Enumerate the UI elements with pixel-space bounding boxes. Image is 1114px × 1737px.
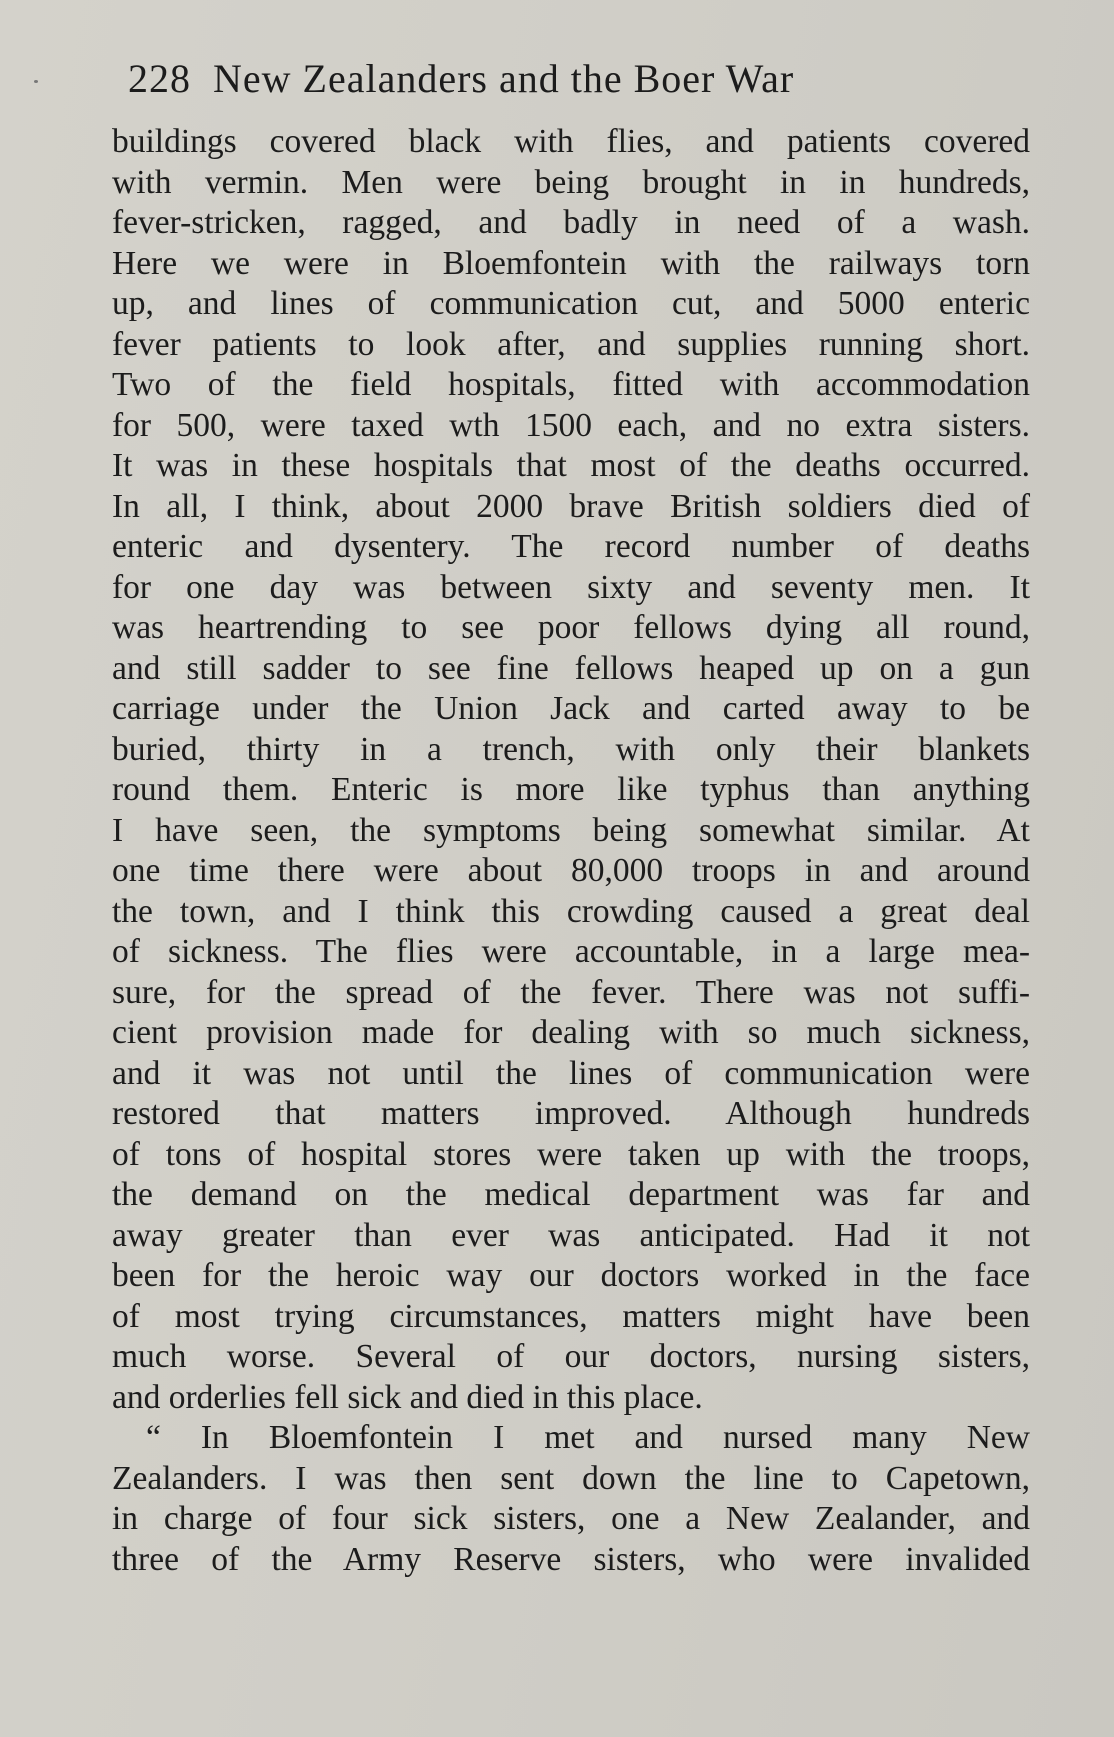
text-line: buried, thirty in a trench, with only their blankets <box>112 730 1030 768</box>
text-line: and still sadder to see fine fellows heaped up on a gun <box>112 649 1030 687</box>
text-line: I have seen, the symptoms being somewhat similar. At <box>112 811 1030 849</box>
paragraph-end-line: and orderlies fell sick and died in this place. <box>112 1378 703 1416</box>
text-line: was heartrending to see poor fellows dying all round, <box>112 609 1030 646</box>
text-line: away greater than ever was anticipated. Had it not <box>112 1216 1030 1254</box>
text-line: Here we were in Bloemfontein with the railways torn <box>112 244 1030 282</box>
text-line: Zealanders. I was then sent down the line to Capetown, <box>112 1459 1030 1497</box>
text-line: of tons of hospital stores were taken up with the troops, <box>112 1135 1030 1173</box>
running-header <box>128 54 978 104</box>
text-line: with vermin. Men were being brought in in hundreds, <box>112 163 1030 201</box>
text-line: sure, for the spread of the fever. There was not suffi- <box>112 973 1030 1011</box>
text-line: of most trying circumstances, matters might have been <box>112 1297 1030 1335</box>
running-title: New Zealanders and the Boer War <box>213 56 795 101</box>
text-line: cient provision made for dealing with so much sickness, <box>112 1014 1030 1051</box>
text-line: one time there were about 80,000 troops in and around <box>112 852 1030 889</box>
text-line: fever patients to look after, and supplies running short. <box>112 325 1030 363</box>
text-line: for 500, were taxed wth 1500 each, and no extra sisters. <box>112 406 1030 444</box>
text-line: buildings covered black with flies, and patients covered <box>112 123 1030 160</box>
text-line: restored that matters improved. Although hundreds <box>112 1095 1030 1132</box>
text-line: carriage under the Union Jack and carted away to be <box>112 690 1030 727</box>
text-line: and it was not until the lines of communication were <box>112 1054 1030 1092</box>
text-line: fever-stricken, ragged, and badly in need of a wash. <box>112 204 1030 241</box>
text-line: in charge of four sick sisters, one a New Zealander, and <box>112 1500 1030 1537</box>
text-line: Two of the field hospitals, fitted with accommodation <box>112 366 1030 403</box>
margin-mark <box>34 80 38 83</box>
text-line: In all, I think, about 2000 brave British soldiers died of <box>112 487 1030 525</box>
text-line: enteric and dysentery. The record number of deaths <box>112 528 1030 565</box>
text-line: of sickness. The flies were accountable, in a large mea- <box>112 933 1030 970</box>
paragraph-start-line: “ In Bloemfontein I met and nursed many New <box>146 1419 1030 1456</box>
text-line: up, and lines of communication cut, and 5000 enteric <box>112 285 1030 322</box>
text-line: the town, and I think this crowding caused a great deal <box>112 892 1030 930</box>
body-text <box>112 122 1030 1722</box>
text-line: the demand on the medical department was far and <box>112 1176 1030 1213</box>
text-line: for one day was between sixty and seventy men. It <box>112 568 1030 606</box>
text-line: round them. Enteric is more like typhus than anything <box>112 771 1030 808</box>
page-number: 228 <box>128 56 191 101</box>
text-line: been for the heroic way our doctors worked in the face <box>112 1257 1030 1294</box>
text-line: much worse. Several of our doctors, nursing sisters, <box>112 1338 1030 1375</box>
text-line: three of the Army Reserve sisters, who were invalided <box>112 1540 1030 1578</box>
text-line: It was in these hospitals that most of the deaths occurred. <box>112 447 1030 484</box>
